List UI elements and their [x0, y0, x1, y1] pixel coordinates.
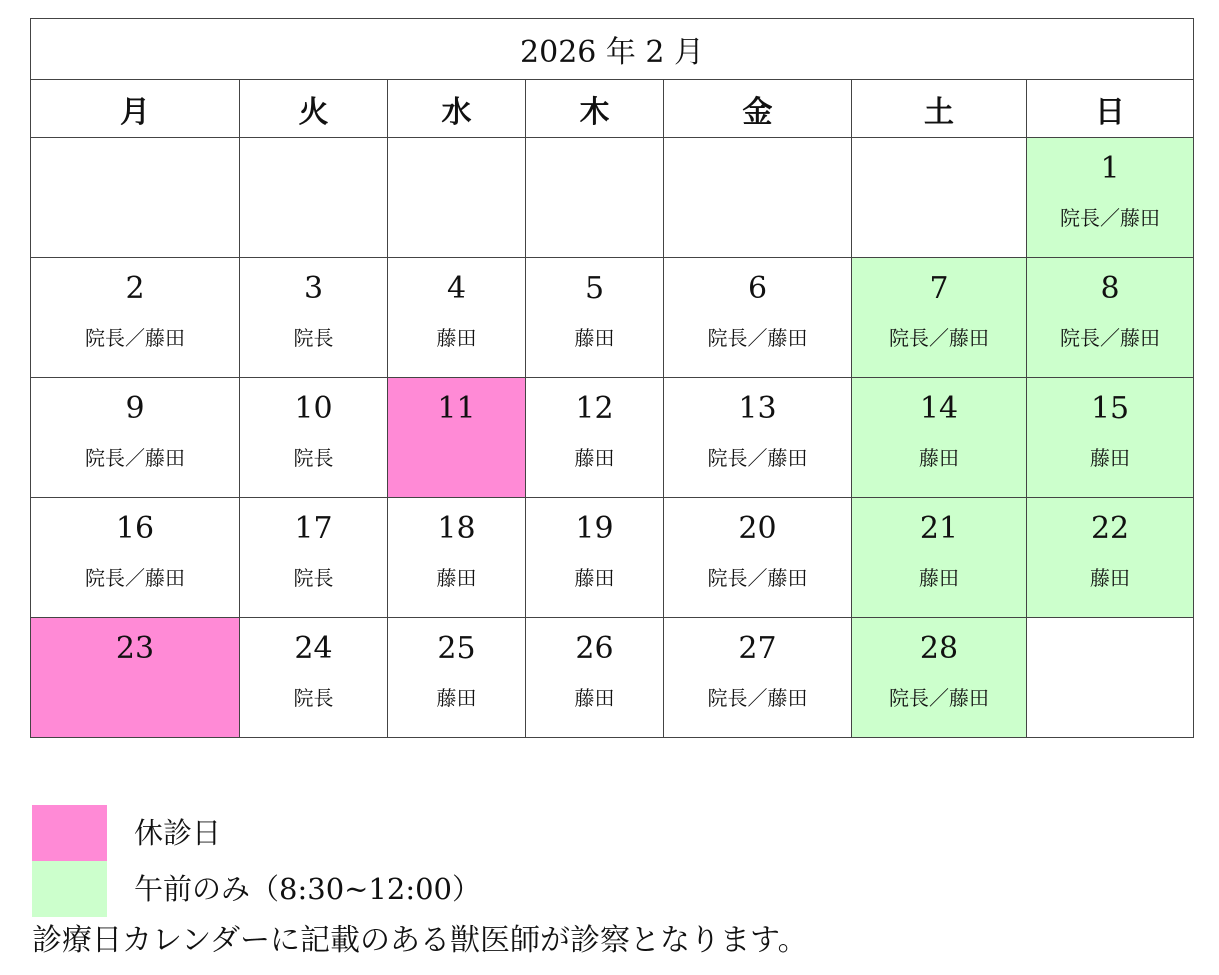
day-doctor: 藤田 [574, 686, 615, 710]
day-doctor: 院長 [293, 446, 334, 470]
day-doctor: 藤田 [574, 566, 615, 590]
calendar-day-cell [664, 258, 852, 378]
day-number: 18 [437, 511, 476, 546]
day-number: 7 [929, 271, 949, 306]
legend-label-holiday: 休診日 [134, 816, 222, 850]
calendar-day-cell [526, 138, 664, 258]
day-number: 17 [294, 511, 333, 546]
day-number: 21 [919, 511, 959, 546]
calendar-day-cell [388, 138, 526, 258]
calendar-day-cell [31, 618, 240, 738]
calendar-day-cell [852, 618, 1027, 738]
day-doctor: 院長／藤田 [85, 446, 185, 470]
calendar-day-cell [388, 378, 526, 498]
day-number: 9 [125, 391, 145, 426]
day-number: 23 [115, 631, 155, 666]
day-number: 5 [584, 271, 605, 306]
day-doctor: 院長 [293, 566, 334, 590]
day-doctor: 院長 [293, 326, 334, 350]
day-number: 28 [919, 631, 959, 666]
day-number: 14 [919, 391, 959, 426]
calendar-day-cell [526, 258, 664, 378]
day-number: 27 [738, 631, 777, 666]
calendar-day-cell [852, 138, 1027, 258]
footnote: 診療日カレンダーに記載のある獣医師が診察となります。 [32, 923, 808, 958]
weekday-header-row [31, 80, 1194, 138]
legend-morning-hours: （8:30~12:00） [250, 872, 482, 906]
day-doctor: 院長／藤田 [85, 566, 185, 590]
calendar-day-cell [664, 378, 852, 498]
day-number: 2 [125, 271, 145, 306]
calendar-day-cell [31, 138, 240, 258]
day-number: 11 [437, 391, 476, 426]
day-doctor: 院長／藤田 [707, 446, 808, 470]
calendar-day-cell [240, 618, 388, 738]
calendar-day-cell [526, 618, 664, 738]
weekday-header: 月 [31, 80, 240, 138]
calendar-day-cell [240, 498, 388, 618]
day-number: 8 [1100, 271, 1120, 306]
day-doctor: 院長／藤田 [889, 686, 989, 710]
calendar-title: 2026 年 2 月 [31, 19, 1194, 80]
day-number: 6 [747, 271, 768, 306]
calendar-day-cell [664, 138, 852, 258]
day-doctor: 院長／藤田 [1060, 326, 1161, 350]
weekday-header: 火 [240, 80, 388, 138]
day-number: 1 [1100, 151, 1120, 186]
calendar-day-cell [240, 138, 388, 258]
calendar-day-cell [852, 258, 1027, 378]
day-doctor: 藤田 [1090, 446, 1131, 470]
day-number: 15 [1090, 391, 1130, 426]
day-doctor: 藤田 [436, 686, 477, 710]
calendar-day-cell [1027, 618, 1194, 738]
legend-morning-text: 午前のみ [134, 872, 251, 906]
calendar-week-row [31, 258, 1194, 378]
calendar-day-cell [664, 618, 852, 738]
calendar-day-cell [240, 258, 388, 378]
calendar-day-cell [526, 378, 664, 498]
calendar-week-row [31, 138, 1194, 258]
day-doctor: 藤田 [574, 326, 615, 350]
calendar-day-cell [852, 378, 1027, 498]
calendar-week-row [31, 498, 1194, 618]
calendar-body [31, 138, 1194, 738]
calendar-day-cell [240, 378, 388, 498]
day-number: 22 [1090, 511, 1130, 546]
calendar-day-cell [1027, 498, 1194, 618]
day-doctor: 院長／藤田 [707, 686, 808, 710]
day-number: 4 [446, 271, 467, 306]
weekday-header: 水 [388, 80, 526, 138]
day-number: 16 [115, 511, 155, 546]
day-doctor: 院長／藤田 [85, 326, 185, 350]
day-number: 12 [575, 391, 614, 426]
weekday-header: 日 [1027, 80, 1194, 138]
day-doctor: 院長／藤田 [707, 566, 808, 590]
calendar-day-cell [388, 498, 526, 618]
day-number: 19 [575, 511, 614, 546]
day-doctor: 院長／藤田 [707, 326, 808, 350]
calendar-day-cell [1027, 378, 1194, 498]
day-number: 24 [294, 631, 333, 666]
calendar-day-cell [1027, 258, 1194, 378]
calendar-day-cell [664, 498, 852, 618]
day-doctor: 藤田 [436, 326, 477, 350]
day-doctor: 藤田 [919, 446, 959, 470]
legend-swatch-morning [32, 861, 107, 917]
weekday-header: 土 [852, 80, 1027, 138]
day-number: 26 [575, 631, 614, 666]
day-number: 25 [437, 631, 476, 666]
day-number: 3 [303, 271, 324, 306]
calendar-day-cell [31, 498, 240, 618]
calendar-day-cell [852, 498, 1027, 618]
calendar-week-row [31, 618, 1194, 738]
day-doctor: 院長／藤田 [889, 326, 989, 350]
clinic-calendar [30, 18, 1194, 738]
day-number: 10 [294, 391, 333, 426]
legend-label-morning [134, 869, 481, 909]
calendar-day-cell [388, 618, 526, 738]
day-doctor: 藤田 [436, 566, 477, 590]
day-doctor: 藤田 [1090, 566, 1131, 590]
day-doctor: 院長 [293, 686, 334, 710]
calendar-day-cell [1027, 138, 1194, 258]
day-number: 20 [738, 511, 777, 546]
calendar-day-cell [526, 498, 664, 618]
calendar-week-row [31, 378, 1194, 498]
calendar-day-cell [31, 378, 240, 498]
weekday-header: 金 [664, 80, 852, 138]
day-doctor: 藤田 [574, 446, 615, 470]
calendar-day-cell [388, 258, 526, 378]
day-doctor: 藤田 [919, 566, 959, 590]
weekday-header: 木 [526, 80, 664, 138]
legend-swatch-holiday [32, 805, 107, 861]
day-number: 13 [738, 391, 777, 426]
day-doctor: 院長／藤田 [1060, 206, 1161, 230]
calendar-day-cell [31, 258, 240, 378]
